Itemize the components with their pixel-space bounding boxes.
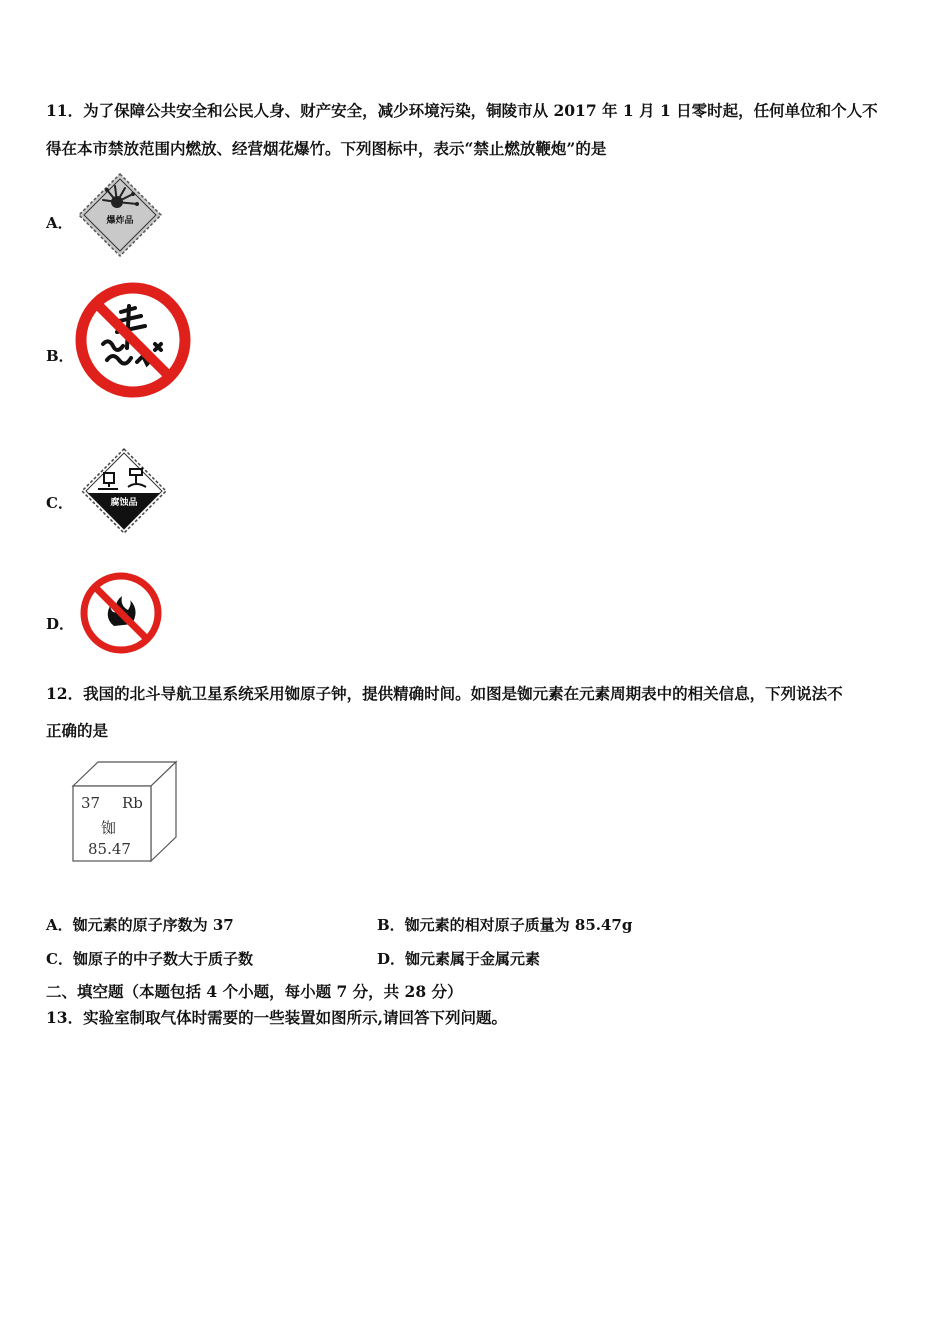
q11-option-c-label: C． xyxy=(46,494,73,512)
q12-choice-a: A．铷元素的原子序数为 37 xyxy=(46,916,234,934)
no-fireworks-sign-icon xyxy=(75,282,191,398)
q11-option-a-label: A． xyxy=(46,214,73,232)
q11-option-b-label: B． xyxy=(46,347,74,365)
element-card xyxy=(70,760,180,864)
section-2-heading: 二、填空题（本题包括 4 个小题，每小题 7 分，共 28 分） xyxy=(46,982,463,1001)
element-symbol: Rb xyxy=(122,794,143,812)
explosive-sign-icon xyxy=(77,172,163,258)
element-atomic-mass: 85.47 xyxy=(88,840,131,858)
q11-text-line1: 11．为了保障公共安全和公民人身、财产安全，减少环境污染，铜陵市从 2017 年 1 月 1 日零时起，任何单位和个人不 xyxy=(46,101,878,120)
element-atomic-number: 37 xyxy=(81,794,101,812)
explosive-sign-label: 爆炸品 xyxy=(106,216,134,226)
q11-option-d-label: D． xyxy=(46,615,75,633)
q12-text-line2: 正确的是 xyxy=(46,721,109,740)
q12-choice-d: D．铷元素属于金属元素 xyxy=(377,950,541,968)
q13-text: 13．实验室制取气体时需要的一些装置如图所示,请回答下列问题。 xyxy=(46,1008,507,1027)
q12-text-line1: 12．我国的北斗导航卫星系统采用铷原子钟，提供精确时间。如图是铷元素在元素周期表中的相关信息，下列说法不 xyxy=(46,684,843,703)
corrosive-sign-label: 腐蚀品 xyxy=(110,498,138,508)
q11-text-line2: 得在本市禁放范围内燃放、经营烟花爆竹。下列图标中，表示“禁止燃放鞭炮”的是 xyxy=(46,139,607,158)
element-name: 铷 xyxy=(101,819,117,837)
q12-choice-b: B．铷元素的相对原子质量为 85.47g xyxy=(377,916,633,934)
no-fire-sign-icon xyxy=(80,572,162,654)
corrosive-sign-icon xyxy=(80,447,168,535)
q12-choice-c: C．铷原子的中子数大于质子数 xyxy=(46,950,253,968)
